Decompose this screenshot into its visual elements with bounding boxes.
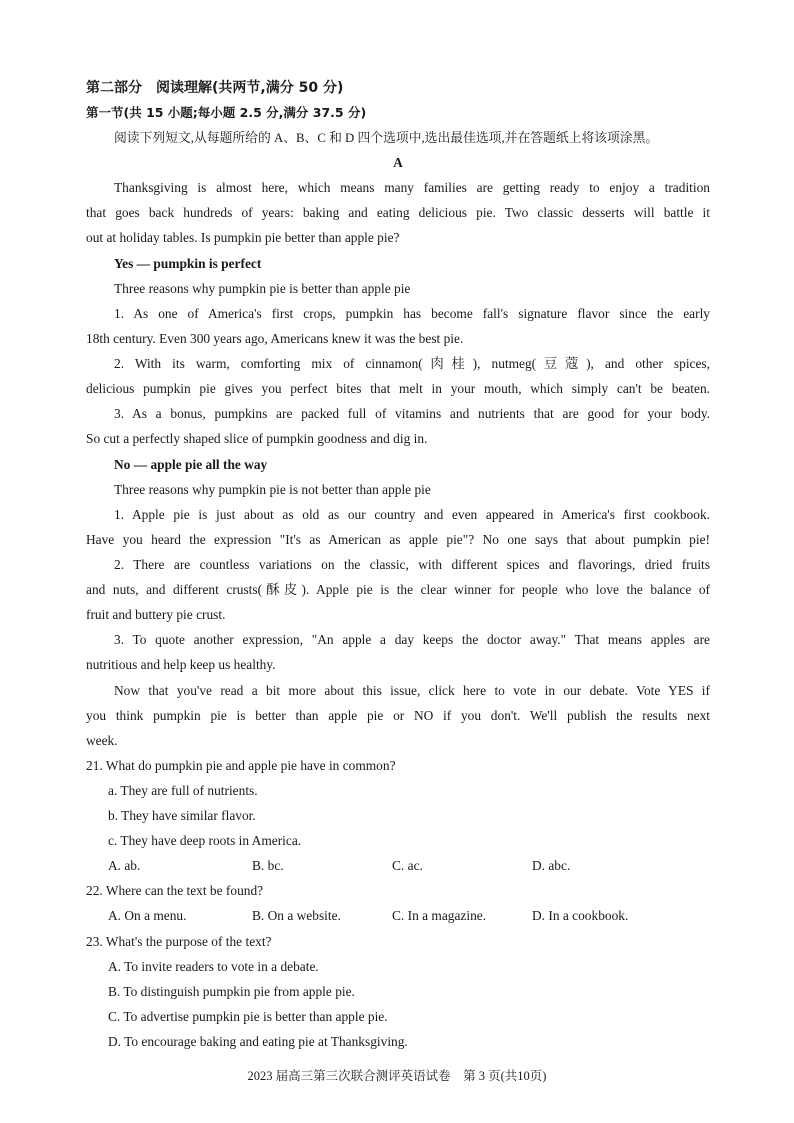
no-point-2-line-3: fruit and buttery pie crust. [86, 607, 226, 622]
yes-subheading: Three reasons why pumpkin pie is better than apple pie [114, 281, 411, 296]
section-title: 第一节(共 15 小题;每小题 2.5 分,满分 37.5 分) [86, 105, 367, 120]
question-21-statement-c: c. They have deep roots in America. [108, 833, 302, 848]
yes-point-2-line-1: 2. With its warm, comforting mix of cinnamon(肉桂), nutmeg(豆蔻), and other spices, [114, 356, 710, 371]
no-point-1-line-1: 1. Apple pie is just about as old as our country and even appeared in America's first cookbook. [114, 507, 710, 522]
question-21-statement-b: b. They have similar flavor. [108, 808, 256, 823]
intro-line-2: that goes back hundreds of years: baking and eating delicious pie. Two classic desserts will battle it [86, 205, 710, 220]
no-heading: No — apple pie all the way [114, 457, 268, 472]
yes-point-3-line-2: So cut a perfectly shaped slice of pumpkin goodness and dig in. [86, 431, 428, 446]
passage-label: A [393, 155, 403, 170]
yes-point-1-line-2: 18th century. Even 300 years ago, Americans knew it was the best pie. [86, 331, 464, 346]
question-22-option-c[interactable]: C. In a magazine. [392, 908, 487, 923]
question-23-option-b[interactable]: B. To distinguish pumpkin pie from apple pie. [108, 984, 355, 999]
question-23-option-d[interactable]: D. To encourage baking and eating pie at Thanksgiving. [108, 1034, 408, 1049]
no-subheading: Three reasons why pumpkin pie is not better than apple pie [114, 482, 431, 497]
no-point-2-line-2: and nuts, and different crusts(酥皮). Apple pie is the clear winner for people who love the balance of [86, 582, 710, 597]
question-22-option-a[interactable]: A. On a menu. [108, 908, 187, 923]
question-21-statement-a: a. They are full of nutrients. [108, 783, 258, 798]
closing-line-3: week. [86, 733, 118, 748]
question-21-option-c[interactable]: C. ac. [392, 858, 423, 873]
yes-point-3-line-1: 3. As a bonus, pumpkins are packed full of vitamins and nutrients that are good for your body. [114, 406, 710, 421]
question-23-stem: 23. What's the purpose of the text? [86, 934, 272, 949]
closing-line-2: you think pumpkin pie is better than apple pie or NO if you don't. We'll publish the results next [86, 708, 710, 723]
question-21-option-b[interactable]: B. bc. [252, 858, 284, 873]
page-footer: 2023 届高三第三次联合测评英语试卷 第 3 页(共10页) [247, 1069, 547, 1083]
question-21-option-d[interactable]: D. abc. [532, 858, 571, 873]
no-point-3-line-1: 3. To quote another expression, "An apple a day keeps the doctor away." That means apples are [114, 632, 710, 647]
instructions: 阅读下列短文,从每题所给的 A、B、C 和 D 四个选项中,选出最佳选项,并在答题纸上将该项涂黑。 [114, 131, 659, 145]
yes-heading: Yes — pumpkin is perfect [114, 256, 262, 271]
question-23-option-a[interactable]: A. To invite readers to vote in a debate. [108, 959, 319, 974]
closing-line-1: Now that you've read a bit more about this issue, click here to vote in our debate. Vote YES if [114, 683, 710, 698]
question-22-stem: 22. Where can the text be found? [86, 883, 264, 898]
intro-line-1: Thanksgiving is almost here, which means many families are getting ready to enjoy a tradition [114, 180, 710, 195]
question-21-stem: 21. What do pumpkin pie and apple pie have in common? [86, 758, 396, 773]
part-title: 第二部分 阅读理解(共两节,满分 50 分) [86, 80, 344, 96]
question-23-option-c[interactable]: C. To advertise pumpkin pie is better than apple pie. [108, 1009, 388, 1024]
yes-point-2-line-2: delicious pumpkin pie gives you perfect bites that melt in your mouth, which simply can't be beaten. [86, 381, 710, 396]
no-point-1-line-2: Have you heard the expression "It's as American as apple pie"? No one says that about pumpkin pie! [86, 532, 710, 547]
no-point-3-line-2: nutritious and help keep us healthy. [86, 657, 276, 672]
question-22-option-d[interactable]: D. In a cookbook. [532, 908, 629, 923]
question-22-option-b[interactable]: B. On a website. [252, 908, 341, 923]
yes-point-1-line-1: 1. As one of America's first crops, pumpkin has become fall's signature flavor since the early [114, 306, 710, 321]
intro-line-3: out at holiday tables. Is pumpkin pie better than apple pie? [86, 230, 400, 245]
no-point-2-line-1: 2. There are countless variations on the classic, with different spices and flavorings, dried fruits [114, 557, 710, 572]
question-21-option-a[interactable]: A. ab. [108, 858, 141, 873]
